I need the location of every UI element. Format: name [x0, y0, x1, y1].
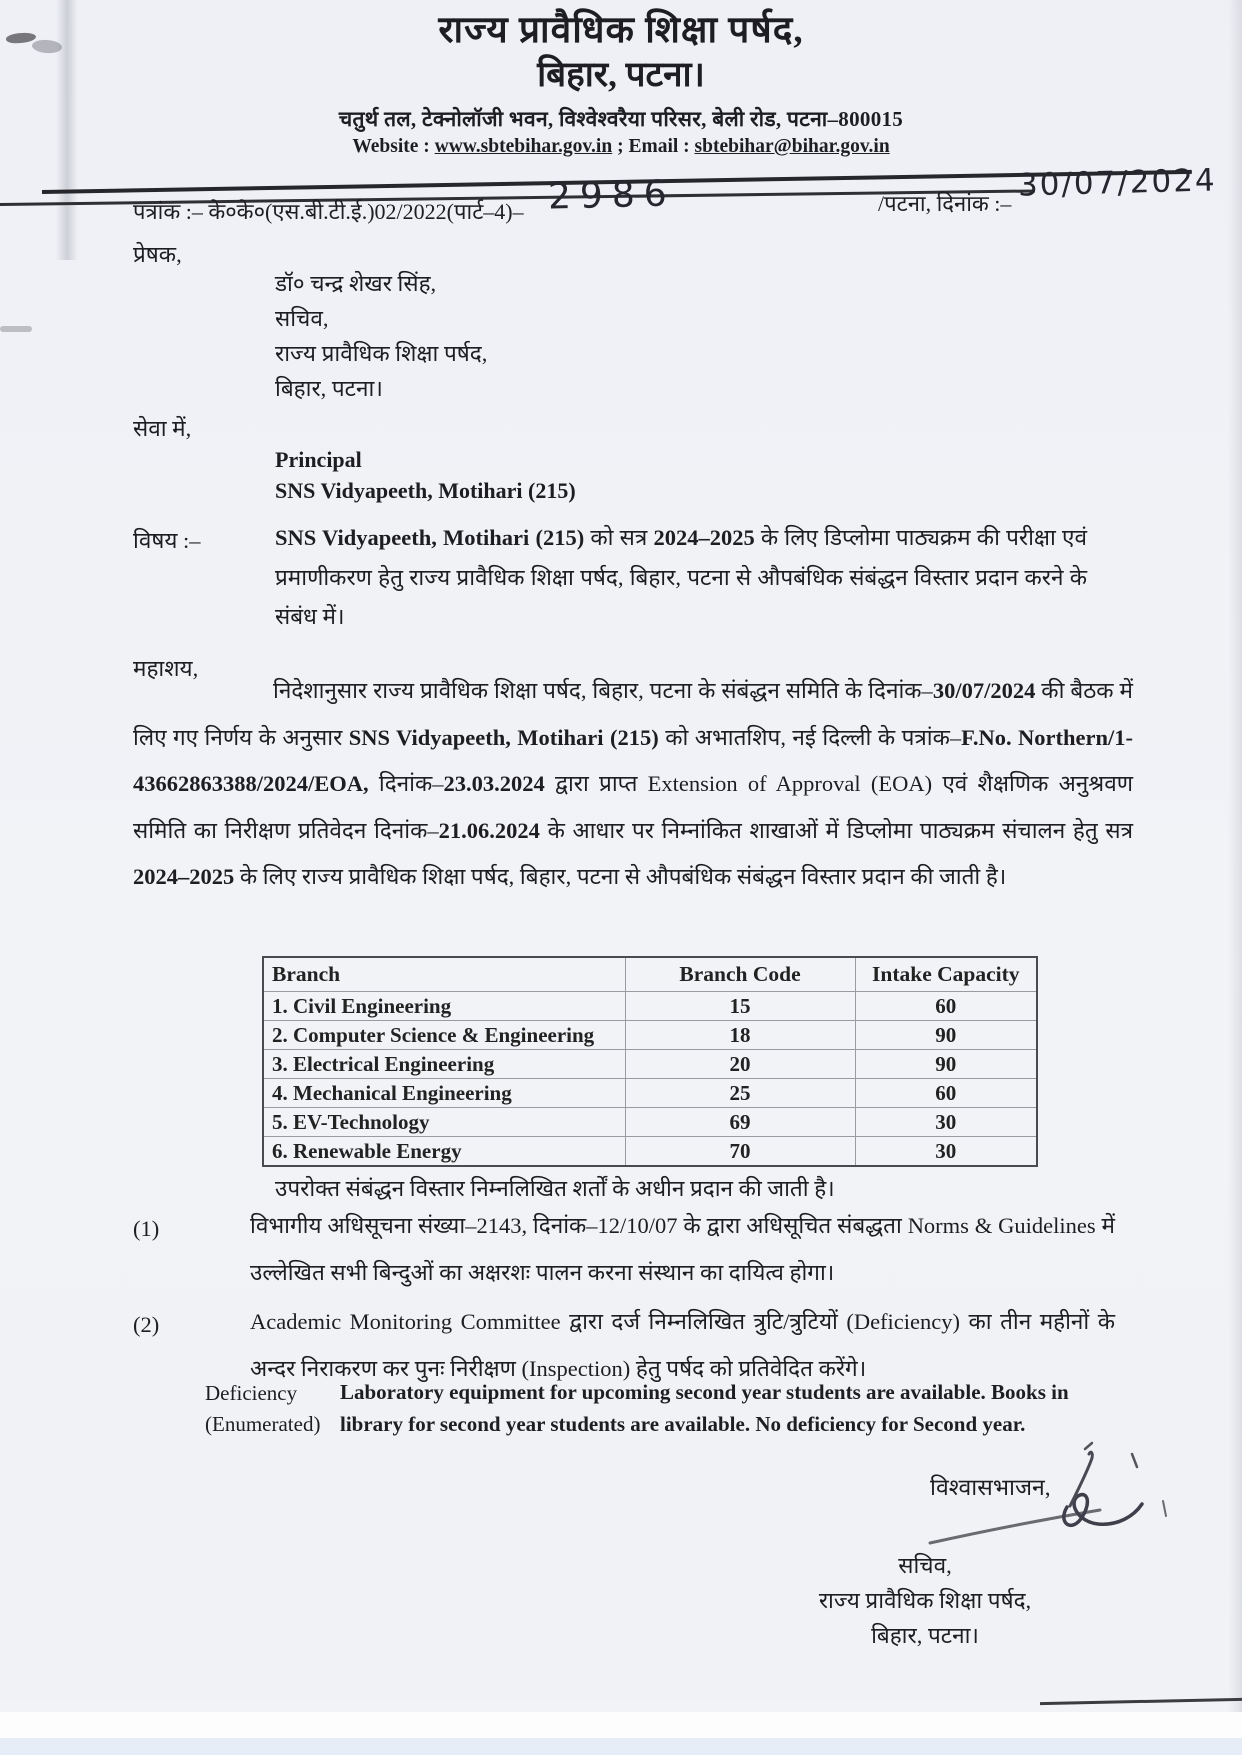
branch-code-cell: 20	[625, 1050, 855, 1079]
deficiency-label-line2: (Enumerated)	[205, 1412, 321, 1436]
signatory-place: बिहार, पटना।	[871, 1623, 979, 1648]
sender-name: डॉ० चन्द्र शेखर सिंह,	[275, 271, 437, 296]
table-row	[263, 1137, 1037, 1167]
condition-2-number: (2)	[133, 1312, 160, 1337]
org-contact-line	[0, 136, 1242, 158]
recipient-block	[275, 444, 576, 506]
memo-number-handwritten: 2986	[547, 173, 677, 218]
memo-number-label: पत्रांक :– के०के०(एस.बी.टी.ई.)02/2022(पार्ट–4)–	[133, 199, 524, 224]
table-header-row	[263, 957, 1037, 992]
scan-bottom-edge-line	[1040, 1698, 1242, 1705]
body-session: 2024–2025	[133, 864, 235, 889]
scan-bottom-white-band	[0, 1712, 1242, 1738]
conditions-intro: उपरोक्त संबंद्धन विस्तार निम्नलिखित शर्तों के अधीन प्रदान की जाती है।	[275, 1176, 835, 1201]
body-aicte-ref: F.No. Northern/1-43662863388/2024/EOA,	[133, 724, 1133, 796]
branch-code-cell: 25	[625, 1079, 855, 1108]
body-text: को अभातशिप, नई दिल्ली के पत्रांक–	[658, 724, 962, 750]
org-title-line2: बिहार, पटना।	[537, 55, 705, 95]
salutation: महाशय,	[133, 656, 199, 681]
header-branch: Branch	[263, 957, 625, 992]
branch-code-cell: 69	[625, 1108, 855, 1137]
signatory-organization: राज्य प्रावैधिक शिक्षा पर्षद,	[818, 1588, 1032, 1613]
page-edge-shadow	[1228, 0, 1242, 1755]
body-text: निदेशानुसार राज्य प्रावैधिक शिक्षा पर्षद, बिहार, पटना के संबंद्धन समिति के दिनांक–	[273, 678, 933, 703]
intake-capacity-cell: 30	[855, 1137, 1037, 1167]
branch-intake-table	[262, 956, 1038, 1167]
subject-session: 2024–2025	[653, 525, 755, 550]
scan-bottom-blue-strip	[0, 1738, 1242, 1755]
email-link: sbtebihar@bihar.gov.in	[694, 136, 890, 158]
branch-cell: 5. EV-Technology	[263, 1108, 625, 1137]
subject-text-part: के लिए डिप्लोमा पाठ्यक्रम की परीक्षा एवं प्रमाणीकरण हेतु राज्य प्रावैधिक शिक्षा पर्षद, बिहार, पटना से औपबंधिक संबंद्धन विस्तार प्रदान करने के संबंध में।	[275, 525, 1087, 629]
header-branch-code: Branch Code	[625, 957, 855, 992]
branch-cell: 2. Computer Science & Engineering	[263, 1021, 625, 1050]
body-eoa-date: 23.03.2024	[443, 771, 545, 796]
signatory-block	[745, 1548, 1105, 1653]
letterhead	[0, 8, 1242, 158]
condition-1-number: (1)	[133, 1216, 160, 1241]
body-institute: SNS Vidyapeeth, Motihari (215)	[348, 724, 659, 750]
recipient-institute: SNS Vidyapeeth, Motihari (215)	[275, 478, 576, 503]
deficiency-label	[205, 1378, 320, 1440]
intake-capacity-cell: 90	[855, 1021, 1037, 1050]
sender-label: प्रेषक,	[133, 242, 182, 267]
body-meeting-date: 30/07/2024	[932, 678, 1036, 703]
body-inspection-date: 21.06.2024	[438, 817, 540, 843]
intake-capacity-cell: 30	[855, 1108, 1037, 1137]
condition-1-text: विभागीय अधिसूचना संख्या–2143, दिनांक–12/10/07 के द्वारा अधिसूचित संबद्धता Norms & Guidelines में उल्लेखित सभी बिन्दुओं का अक्षरशः पालन करना संस्थान का दायित्व होगा।	[250, 1213, 1115, 1285]
email-label: Email :	[628, 136, 695, 158]
subject-institute: SNS Vidyapeeth, Motihari (215)	[275, 525, 585, 550]
branch-table-body	[263, 992, 1037, 1167]
org-title-line1: राज्य प्रावैधिक शिक्षा पर्षद,	[438, 10, 804, 51]
subject-text-part: को सत्र	[584, 525, 654, 550]
table-row	[263, 1079, 1037, 1108]
closing-phrase: विश्वासभाजन,	[930, 1475, 1051, 1500]
signatory-designation: सचिव,	[898, 1553, 952, 1578]
sender-block	[275, 266, 487, 406]
body-text: की बैठक में लिए गए निर्णय के अनुसार	[133, 678, 1133, 750]
body-text: के आधार पर निम्नांकित शाखाओं में डिप्लोमा पाठ्यक्रम संचालन हेतु सत्र	[539, 817, 1133, 843]
table-header	[263, 957, 1037, 992]
subject-text	[275, 518, 1087, 637]
table-row	[263, 1021, 1037, 1050]
body-paragraph	[133, 668, 1133, 901]
website-link: www.sbtebihar.gov.in	[434, 136, 613, 158]
intake-capacity-cell: 90	[855, 1050, 1037, 1079]
branch-code-cell: 70	[625, 1137, 855, 1167]
table-row	[263, 1050, 1037, 1079]
scan-edge-mark	[0, 326, 32, 332]
branch-cell: 1. Civil Engineering	[263, 992, 625, 1021]
body-text: के लिए राज्य प्रावैधिक शिक्षा पर्षद, बिहार, पटना से औपबंधिक संबंद्धन विस्तार प्रदान की जाती है।	[234, 864, 1007, 889]
branch-cell: 6. Renewable Energy	[263, 1137, 625, 1167]
condition-2-text: Academic Monitoring Committee द्वारा दर्ज निम्नलिखित त्रुटि/त्रुटियों (Deficiency) का तीन महीनों के अन्दर निराकरण कर पुनः निरीक्षण (Inspection) हेतु पर्षद को प्रतिवेदित करेंगे।	[250, 1309, 1115, 1381]
intake-capacity-cell: 60	[855, 1079, 1037, 1108]
website-label: Website :	[352, 136, 435, 158]
sender-place: बिहार, पटना।	[275, 376, 383, 401]
table-row	[263, 992, 1037, 1021]
contact-separator: ;	[612, 136, 629, 158]
org-address: चतुर्थ तल, टेक्नोलॉजी भवन, विश्वेश्वरैया परिसर, बेली रोड, पटना–800015	[338, 107, 904, 132]
intake-capacity-cell: 60	[855, 992, 1037, 1021]
branch-cell: 3. Electrical Engineering	[263, 1050, 625, 1079]
deficiency-label-line1: Deficiency	[205, 1381, 298, 1405]
branch-cell: 4. Mechanical Engineering	[263, 1079, 625, 1108]
place-date-label: /पटना, दिनांक :–	[878, 191, 1012, 216]
subject-label: विषय :–	[133, 528, 201, 553]
branch-code-cell: 18	[625, 1021, 855, 1050]
header-intake-capacity: Intake Capacity	[855, 957, 1037, 992]
body-text: द्वारा प्राप्त Extension of Approval (EOA) एवं शैक्षणिक अनुश्रवण समिति का निरीक्षण प्रतिवेदन दिनांक–	[133, 771, 1133, 843]
date-handwritten: 30/07/2024	[1017, 162, 1218, 204]
deficiency-text: Laboratory equipment for upcoming second year students are available. Books in library for second year students are available. No deficiency for Second year.	[340, 1380, 1069, 1436]
recipient-label: सेवा में,	[133, 416, 192, 441]
sender-organization: राज्य प्रावैधिक शिक्षा पर्षद,	[275, 341, 488, 366]
sender-designation: सचिव,	[275, 306, 329, 331]
table-row	[263, 1108, 1037, 1137]
branch-code-cell: 15	[625, 992, 855, 1021]
signature-scribble	[920, 1440, 1200, 1555]
body-text: दिनांक–	[368, 771, 444, 796]
recipient-title: Principal	[275, 447, 362, 472]
